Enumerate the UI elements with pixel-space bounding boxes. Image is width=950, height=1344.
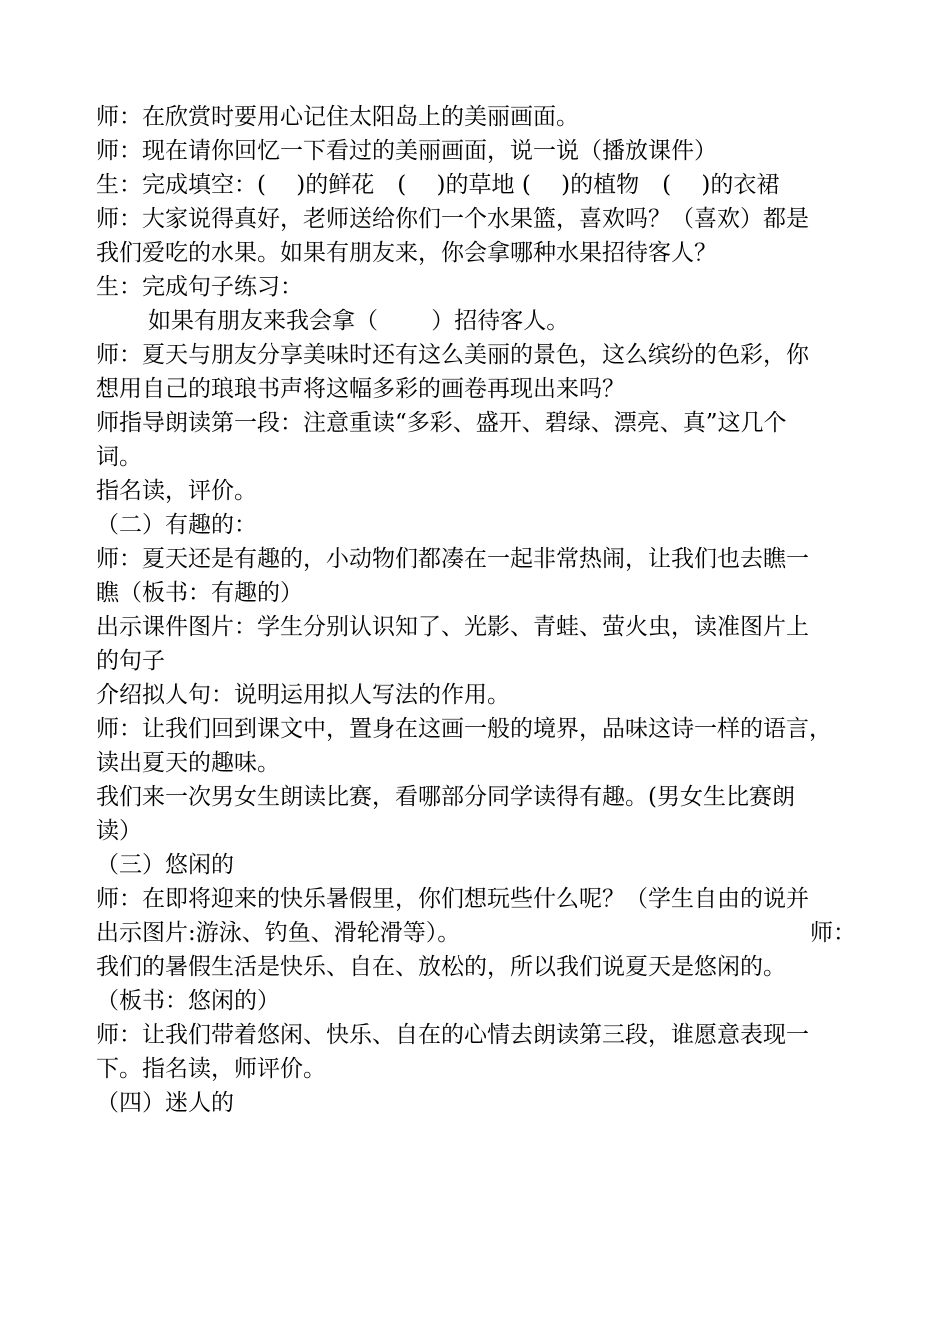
text-line: 词。 xyxy=(96,444,142,470)
text-line: 下。指名读，师评价。 xyxy=(96,1056,326,1082)
text-line: 我们爱吃的水果。如果有朋友来，你会拿哪种水果招待客人？ xyxy=(96,240,717,266)
text-line-left: 出示图片:游泳、钓鱼、滑轮滑等）。 xyxy=(96,920,461,946)
text-line: 想用自己的琅琅书声将这幅多彩的画卷再现出来吗？ xyxy=(96,376,625,402)
text-line: 师：让我们带着悠闲、快乐、自在的心情去朗读第三段，谁愿意表现一 xyxy=(96,1022,809,1048)
text-line: 瞧（板书：有趣的） xyxy=(96,580,303,606)
section-heading: （四）迷人的 xyxy=(96,1090,234,1116)
document-body xyxy=(96,100,856,1120)
text-line: 读） xyxy=(96,818,142,844)
text-line: 介绍拟人句：说明运用拟人写法的作用。 xyxy=(96,682,510,708)
text-line: 出示课件图片：学生分别认识知了、光影、青蛙、萤火虫，读准图片上 xyxy=(96,614,809,640)
text-line: 的句子 xyxy=(96,648,165,674)
text-line: 我们的暑假生活是快乐、自在、放松的，所以我们说夏天是悠闲的。 xyxy=(96,954,786,980)
text-line: 读出夏天的趣味。 xyxy=(96,750,280,776)
text-line: 师：现在请你回忆一下看过的美丽画面，说一说（播放课件） xyxy=(96,138,717,164)
section-heading: （三）悠闲的 xyxy=(96,852,234,878)
text-line: 如果有朋友来我会拿（ ）招待客人。 xyxy=(148,308,570,334)
text-line: （板书：悠闲的） xyxy=(96,988,280,1014)
text-line: 师：大家说得真好，老师送给你们一个水果篮，喜欢吗？（喜欢）都是 xyxy=(96,206,809,232)
text-line: 师：在欣赏时要用心记住太阳岛上的美丽画面。 xyxy=(96,104,579,130)
text-line: 师：夏天与朋友分享美味时还有这么美丽的景色，这么缤纷的色彩，你 xyxy=(96,342,809,368)
text-line-split xyxy=(96,916,856,950)
section-heading: （二）有趣的： xyxy=(96,512,257,538)
text-line: 生：完成填空：( )的鲜花 ( )的草地 ( )的植物 ( )的衣裙 xyxy=(96,172,780,198)
text-line: 生：完成句子练习： xyxy=(96,274,303,300)
text-line: 我们来一次男女生朗读比赛，看哪部分同学读得有趣。(男女生比赛朗 xyxy=(96,784,795,810)
text-line-right: 师： xyxy=(810,920,856,946)
text-line: 指名读，评价。 xyxy=(96,478,257,504)
text-line: 师：让我们回到课文中，置身在这画一般的境界，品味这诗一样的语言， xyxy=(96,716,832,742)
text-line: 师：在即将迎来的快乐暑假里，你们想玩些什么呢？（学生自由的说并 xyxy=(96,886,809,912)
text-line: 师指导朗读第一段：注意重读“多彩、盛开、碧绿、漂亮、真”这几个 xyxy=(96,410,787,436)
text-line: 师：夏天还是有趣的，小动物们都凑在一起非常热闹，让我们也去瞧一 xyxy=(96,546,809,572)
